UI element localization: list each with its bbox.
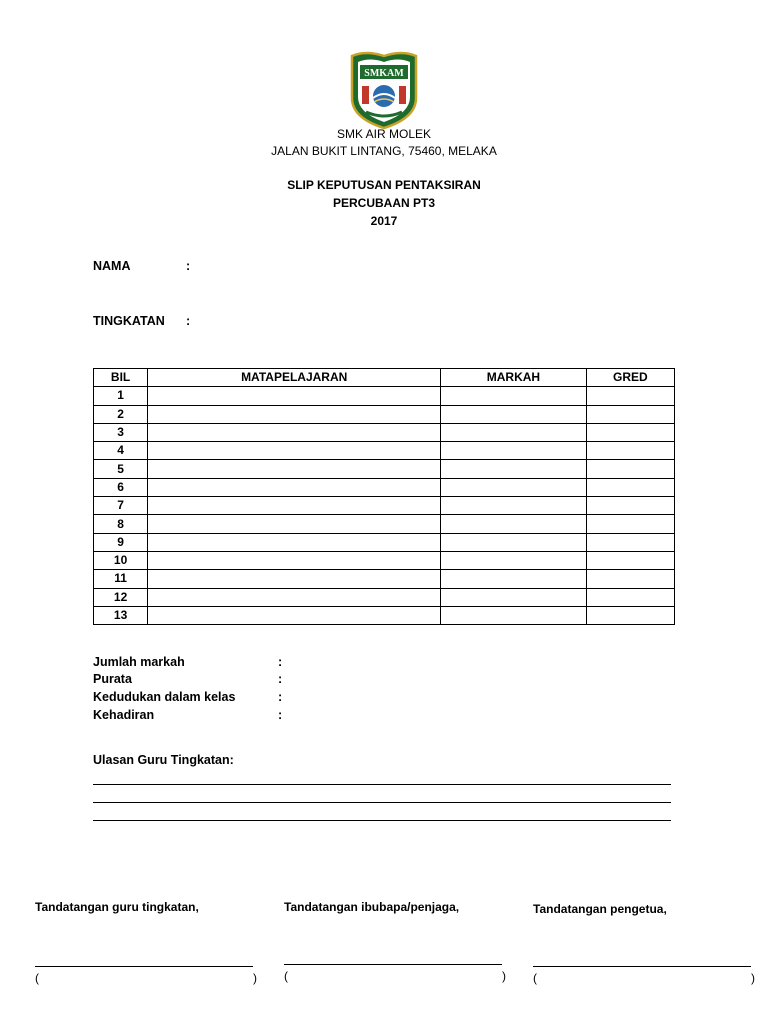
markah-cell[interactable] (441, 423, 587, 441)
markah-cell[interactable] (441, 588, 587, 606)
summary-label: Kedudukan dalam kelas (93, 690, 236, 704)
subject-cell[interactable] (148, 478, 441, 496)
subject-cell[interactable] (148, 497, 441, 515)
subject-cell[interactable] (148, 551, 441, 569)
table-row (94, 497, 675, 515)
gred-cell[interactable] (586, 570, 674, 588)
gred-cell[interactable] (586, 497, 674, 515)
signature-label-parent: Tandatangan ibubapa/penjaga, (284, 900, 460, 914)
table-row (94, 405, 675, 423)
remarks-line[interactable] (93, 784, 671, 785)
summary-kedudukan (93, 690, 393, 708)
row-number: 13 (94, 606, 148, 624)
table-header-row (94, 369, 675, 387)
signature-line-principal[interactable] (533, 966, 751, 967)
signature-line-teacher[interactable] (35, 966, 253, 967)
slip-subtitle: PERCUBAAN PT3 (332, 196, 435, 210)
row-number: 5 (94, 460, 148, 478)
row-number: 10 (94, 551, 148, 569)
summary-label: Purata (93, 672, 132, 686)
summary-colon: : (278, 655, 283, 669)
subject-cell[interactable] (148, 460, 441, 478)
markah-cell[interactable] (441, 570, 587, 588)
close-paren: ) (253, 971, 257, 985)
markah-cell[interactable] (441, 387, 587, 405)
summary-colon: : (278, 672, 283, 686)
markah-cell[interactable] (441, 442, 587, 460)
header-matapelajaran: MATAPELAJARAN (148, 369, 441, 387)
row-number: 1 (94, 387, 148, 405)
row-number: 11 (94, 570, 148, 588)
gred-cell[interactable] (586, 423, 674, 441)
gred-cell[interactable] (586, 515, 674, 533)
signature-line-parent[interactable] (284, 964, 502, 965)
table-row (94, 588, 675, 606)
row-number: 12 (94, 588, 148, 606)
table-row (94, 423, 675, 441)
tingkatan-colon: : (186, 314, 191, 328)
gred-cell[interactable] (586, 387, 674, 405)
row-number: 4 (94, 442, 148, 460)
close-paren: ) (502, 969, 506, 983)
subject-cell[interactable] (148, 387, 441, 405)
gred-cell[interactable] (586, 533, 674, 551)
markah-cell[interactable] (441, 551, 587, 569)
logo-text: SMKAM (364, 68, 404, 79)
close-paren: ) (751, 971, 755, 985)
school-address: JALAN BUKIT LINTANG, 75460, MELAKA (271, 144, 497, 158)
markah-cell[interactable] (441, 606, 587, 624)
gred-cell[interactable] (586, 588, 674, 606)
nama-label: NAMA (93, 259, 131, 273)
gred-cell[interactable] (586, 478, 674, 496)
markah-cell[interactable] (441, 460, 587, 478)
header-gred: GRED (586, 369, 674, 387)
gred-cell[interactable] (586, 405, 674, 423)
row-number: 9 (94, 533, 148, 551)
subject-cell[interactable] (148, 405, 441, 423)
row-number: 6 (94, 478, 148, 496)
subject-cell[interactable] (148, 588, 441, 606)
school-name: SMK AIR MOLEK (336, 127, 432, 141)
summary-label: Jumlah markah (93, 655, 185, 669)
row-number: 3 (94, 423, 148, 441)
school-crest-logo (348, 50, 420, 130)
slip-year: 2017 (370, 214, 398, 228)
summary-label: Kehadiran (93, 708, 155, 722)
open-paren: ( (533, 971, 537, 985)
gred-cell[interactable] (586, 460, 674, 478)
markah-cell[interactable] (441, 405, 587, 423)
markah-cell[interactable] (441, 478, 587, 496)
open-paren: ( (284, 969, 288, 983)
table-row (94, 442, 675, 460)
subject-cell[interactable] (148, 606, 441, 624)
markah-cell[interactable] (441, 515, 587, 533)
subject-cell[interactable] (148, 442, 441, 460)
tingkatan-label: TINGKATAN (93, 314, 165, 328)
signature-label-principal: Tandatangan pengetua, (533, 902, 667, 916)
row-number: 2 (94, 405, 148, 423)
markah-cell[interactable] (441, 497, 587, 515)
table-row (94, 387, 675, 405)
subject-cell[interactable] (148, 515, 441, 533)
header-bil: BIL (94, 369, 148, 387)
row-number: 7 (94, 497, 148, 515)
markah-cell[interactable] (441, 533, 587, 551)
subject-cell[interactable] (148, 533, 441, 551)
slip-title: SLIP KEPUTUSAN PENTAKSIRAN (287, 178, 481, 192)
gred-cell[interactable] (586, 551, 674, 569)
summary-kehadiran (93, 708, 393, 726)
table-row (94, 606, 675, 624)
subject-cell[interactable] (148, 423, 441, 441)
header-markah: MARKAH (441, 369, 587, 387)
marks-table (93, 368, 675, 625)
gred-cell[interactable] (586, 606, 674, 624)
remarks-line[interactable] (93, 802, 671, 803)
subject-cell[interactable] (148, 570, 441, 588)
nama-colon: : (186, 259, 191, 273)
remarks-label: Ulasan Guru Tingkatan: (93, 753, 234, 767)
open-paren: ( (35, 971, 39, 985)
gred-cell[interactable] (586, 442, 674, 460)
signature-label-teacher: Tandatangan guru tingkatan, (35, 900, 199, 914)
summary-colon: : (278, 708, 283, 722)
summary-purata (93, 672, 393, 690)
row-number: 8 (94, 515, 148, 533)
summary-jumlah-markah (93, 655, 393, 673)
table-row (94, 460, 675, 478)
table-row (94, 478, 675, 496)
table-row (94, 533, 675, 551)
remarks-line[interactable] (93, 820, 671, 821)
table-row (94, 515, 675, 533)
table-row (94, 551, 675, 569)
summary-colon: : (278, 690, 283, 704)
table-row (94, 570, 675, 588)
